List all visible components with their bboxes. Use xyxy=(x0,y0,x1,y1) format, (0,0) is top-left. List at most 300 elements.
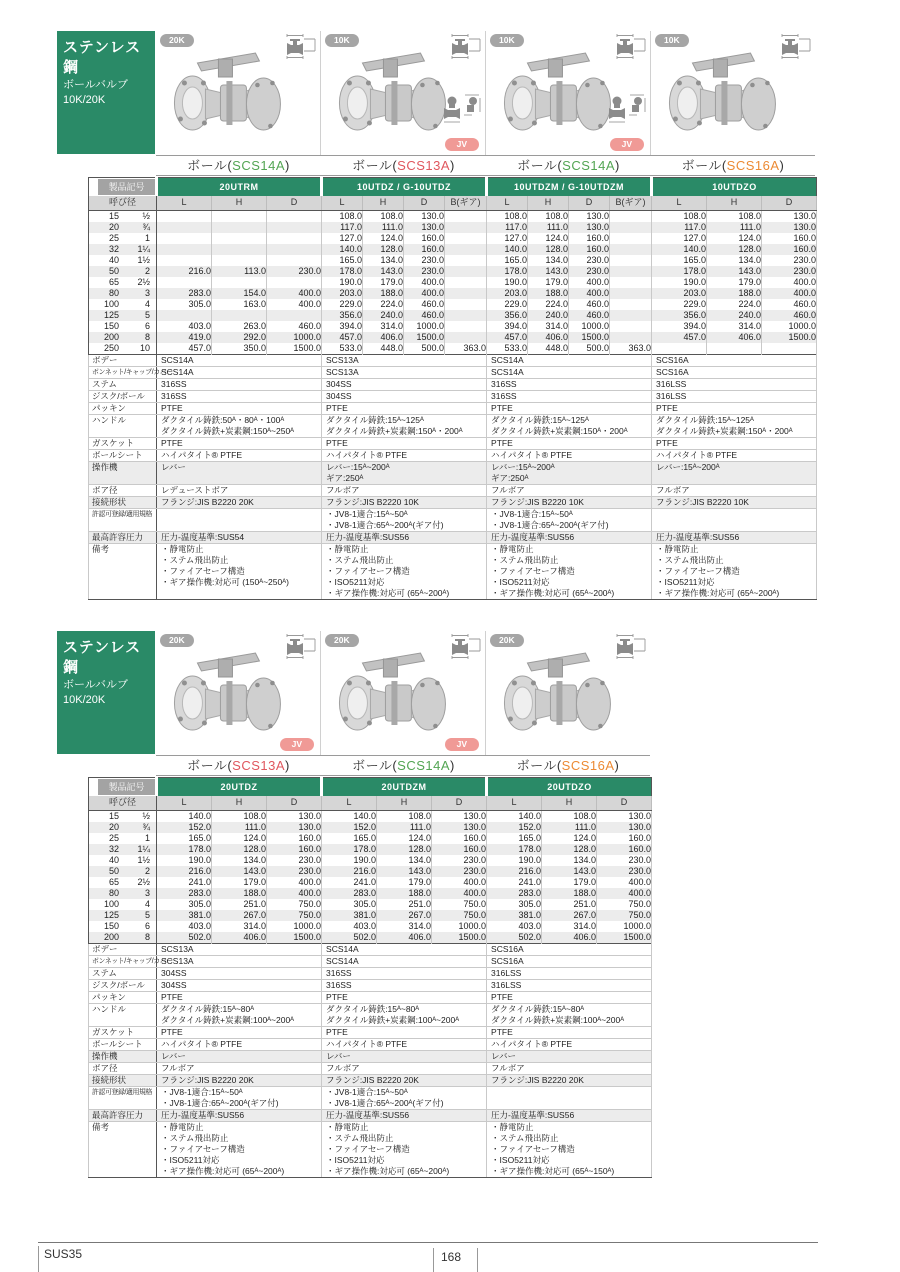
dimension-value: 400.0 xyxy=(762,277,817,288)
dimension-value: 128.0 xyxy=(707,244,762,255)
size-mm: 100 xyxy=(103,298,119,309)
spec-label: ボールシート xyxy=(89,1038,157,1050)
dimension-value: 134.0 xyxy=(377,855,432,866)
spec-value-line: ・ギア操作機:対応可 (65ᴬ~150ᴬ) xyxy=(491,1165,615,1176)
dimension-data-row xyxy=(89,844,652,855)
product-code: 10UTDZ / G-10UTDZ xyxy=(322,178,487,197)
dimension-value: 400.0 xyxy=(404,277,445,288)
spec-value xyxy=(157,366,322,378)
dimension-value: 130.0 xyxy=(569,222,610,233)
spec-value-line: ハイパタイト® PTFE xyxy=(326,449,408,460)
dimension-value: 160.0 xyxy=(267,844,322,855)
spec-value-line: ・静電防止 xyxy=(326,543,369,554)
size-cell xyxy=(89,310,157,321)
spec-value-line: ダクタイル鋳鉄:15ᴬ~125ᴬ xyxy=(326,414,424,425)
spec-row xyxy=(89,543,817,599)
spec-value xyxy=(652,508,817,531)
dimension-value: 406.0 xyxy=(542,932,597,944)
dimension-value: 128.0 xyxy=(528,244,569,255)
size-mm: 20 xyxy=(108,821,119,832)
spec-value-line: フランジ:JIS B2220 10K xyxy=(656,496,749,507)
spec-value xyxy=(487,1074,652,1086)
dimension-data-row xyxy=(89,222,817,233)
size-inch: 5 xyxy=(144,909,150,920)
dimension-header-cell: H xyxy=(212,796,267,810)
dimension-header-cell: H xyxy=(707,196,762,210)
ball-material-label xyxy=(486,755,650,776)
dimension-value: 134.0 xyxy=(542,855,597,866)
valve-photo xyxy=(161,641,293,746)
dimension-data-row xyxy=(89,277,817,288)
product-code: 20UTRM xyxy=(157,178,322,197)
dimension-value: 394.0 xyxy=(652,321,707,332)
dimension-value: 283.0 xyxy=(157,888,212,899)
size-inch: 1¼ xyxy=(137,243,150,254)
size-mm: 25 xyxy=(108,232,119,243)
ball-label-suffix: ) xyxy=(285,158,290,173)
dimension-value: 460.0 xyxy=(569,310,610,321)
size-mm: 15 xyxy=(108,810,119,821)
spec-value-line: 圧力-温度基準:SUS56 xyxy=(161,1109,245,1120)
pressure-rating-badge: 10K xyxy=(325,34,359,47)
gear-dimension-diagram-icon xyxy=(439,91,483,128)
spec-value xyxy=(487,1121,652,1177)
spec-value xyxy=(322,390,487,402)
size-mm: 200 xyxy=(103,331,119,342)
section-title-box xyxy=(57,31,155,154)
spec-value xyxy=(487,1050,652,1062)
spec-value xyxy=(487,414,652,437)
dimension-value: 394.0 xyxy=(487,321,528,332)
spec-value-line: ・ISO5211対応 xyxy=(656,576,715,587)
dimension-value xyxy=(157,310,212,321)
spec-value-line: フランジ:JIS B2220 20K xyxy=(161,1074,254,1085)
spec-label: 最高許容圧力 xyxy=(89,531,157,543)
spec-value-line: ダクタイル鋳鉄+炭素鋼:100ᴬ~200ᴬ xyxy=(326,1014,460,1025)
dimension-value: 381.0 xyxy=(157,910,212,921)
size-mm: 15 xyxy=(108,210,119,221)
size-mm: 125 xyxy=(103,909,119,920)
dimension-value: 152.0 xyxy=(157,822,212,833)
spec-value-line: 316SS xyxy=(491,378,517,389)
dimension-value: 111.0 xyxy=(363,222,404,233)
jv-badge: JV xyxy=(280,738,314,751)
spec-value-line: ・静電防止 xyxy=(161,543,204,554)
spec-value-line: SCS14A xyxy=(491,366,524,377)
size-inch: ½ xyxy=(142,810,150,821)
dimension-data-row xyxy=(89,244,817,255)
dimension-value: 283.0 xyxy=(322,888,377,899)
dimension-value: 111.0 xyxy=(212,822,267,833)
dimension-value: 406.0 xyxy=(528,332,569,343)
spec-row xyxy=(89,1003,652,1026)
spec-row xyxy=(89,991,652,1003)
size-inch: ½ xyxy=(142,210,150,221)
dimension-value: 750.0 xyxy=(597,899,652,910)
spec-value xyxy=(322,979,487,991)
spec-value xyxy=(322,1109,487,1121)
spec-value-line: フルボア xyxy=(161,1062,195,1073)
size-inch: 2½ xyxy=(137,276,150,287)
spec-value xyxy=(322,543,487,599)
spec-label: パッキン xyxy=(89,402,157,414)
size-mm: 50 xyxy=(108,265,119,276)
spec-value-line: PTFE xyxy=(161,991,183,1002)
dimension-value xyxy=(445,210,487,222)
dimension-value: 1500.0 xyxy=(432,932,487,944)
spec-value-line: ダクタイル鋳鉄+炭素鋼:150ᴬ~250ᴬ xyxy=(161,425,295,436)
size-mm: 65 xyxy=(108,276,119,287)
product-image-cell xyxy=(321,631,486,755)
dimension-value: 130.0 xyxy=(432,810,487,822)
spec-label: ガスケット xyxy=(89,1026,157,1038)
spec-value xyxy=(322,1026,487,1038)
spec-value xyxy=(157,1109,322,1121)
spec-value-line: フランジ:JIS B2220 20K xyxy=(326,1074,419,1085)
dimension-value: 134.0 xyxy=(528,255,569,266)
ball-label-prefix: ボール( xyxy=(352,758,398,773)
dimension-value: 230.0 xyxy=(267,866,322,877)
spec-value-line: ・ギア操作機:対応可 (65ᴬ~200ᴬ) xyxy=(161,1165,285,1176)
dimension-value: 460.0 xyxy=(404,299,445,310)
dimension-value: 502.0 xyxy=(157,932,212,944)
spec-value-line: ・静電防止 xyxy=(491,543,534,554)
spec-value xyxy=(322,414,487,437)
dimension-value: 128.0 xyxy=(377,844,432,855)
dimension-value: 230.0 xyxy=(432,866,487,877)
spec-label: ボデー xyxy=(89,354,157,366)
dimension-value: 400.0 xyxy=(569,277,610,288)
section-title-line: ステンレス鋼 xyxy=(63,39,142,76)
dimension-spec-table xyxy=(88,777,652,1178)
spec-value-line xyxy=(491,1087,651,1098)
product-code-row xyxy=(89,778,652,797)
page-number-divider-right xyxy=(477,1248,478,1272)
size-inch: 1 xyxy=(144,232,150,243)
dimension-value: 128.0 xyxy=(542,844,597,855)
spec-value xyxy=(652,484,817,496)
dimension-value: 154.0 xyxy=(212,288,267,299)
spec-value xyxy=(322,1050,487,1062)
dimension-value: 403.0 xyxy=(322,921,377,932)
dimension-value xyxy=(445,266,487,277)
spec-value xyxy=(652,378,817,390)
spec-value xyxy=(652,354,817,366)
dimension-data-row xyxy=(89,833,652,844)
dimension-data-row xyxy=(89,321,817,332)
dimension-value xyxy=(445,310,487,321)
dimension-value: 1500.0 xyxy=(404,332,445,343)
dimension-value xyxy=(212,210,267,222)
dimension-header-cell: H xyxy=(212,196,267,210)
dimension-value: 241.0 xyxy=(487,877,542,888)
spec-value xyxy=(157,979,322,991)
size-mm: 80 xyxy=(108,887,119,898)
spec-value xyxy=(157,1121,322,1177)
dimension-value: 400.0 xyxy=(597,877,652,888)
dimension-value: 457.0 xyxy=(157,343,212,355)
size-mm: 150 xyxy=(103,920,119,931)
footer-rule xyxy=(38,1242,818,1243)
spec-value-line: 圧力-温度基準:SUS56 xyxy=(491,1109,575,1120)
spec-value-line: ダクタイル鋳鉄:50ᴬ・80ᴬ・100ᴬ xyxy=(161,414,285,425)
size-cell xyxy=(89,910,157,921)
dimension-value: 128.0 xyxy=(212,844,267,855)
dimension-value: 124.0 xyxy=(212,833,267,844)
spec-value xyxy=(157,955,322,967)
dimension-value: 400.0 xyxy=(267,288,322,299)
spec-value-line: SCS16A xyxy=(656,354,689,365)
dimension-diagram-icon xyxy=(448,633,482,664)
spec-value xyxy=(322,1086,487,1109)
ball-label-prefix: ボール( xyxy=(517,158,563,173)
valve-photo xyxy=(326,641,458,746)
size-inch: ¾ xyxy=(142,821,150,832)
dimension-diagram-icon xyxy=(778,33,812,64)
dimension-value: 400.0 xyxy=(762,288,817,299)
dimension-value: 230.0 xyxy=(267,266,322,277)
dimension-data-row xyxy=(89,855,652,866)
spec-value-line: 圧力-温度基準:SUS56 xyxy=(491,531,575,542)
page-number: 168 xyxy=(441,1250,462,1264)
dimension-data-row xyxy=(89,877,652,888)
ball-label-suffix: ) xyxy=(450,158,455,173)
spec-value-line: SCS14A xyxy=(326,943,359,954)
spec-value xyxy=(487,943,652,955)
dimension-value: 448.0 xyxy=(528,343,569,355)
spec-value-line: SCS14A xyxy=(491,354,524,365)
spec-value xyxy=(652,531,817,543)
spec-label: ボア径 xyxy=(89,484,157,496)
dimension-value: 188.0 xyxy=(707,288,762,299)
spec-row xyxy=(89,508,817,531)
size-cell xyxy=(89,222,157,233)
dimension-value: 179.0 xyxy=(528,277,569,288)
spec-value xyxy=(322,484,487,496)
spec-value xyxy=(652,449,817,461)
ball-material-code: SCS13A xyxy=(232,758,286,773)
dimension-value: 1000.0 xyxy=(267,921,322,932)
dimension-value xyxy=(610,255,652,266)
dimension-value: 750.0 xyxy=(597,910,652,921)
dimension-value: 108.0 xyxy=(322,210,363,222)
dimension-value: 406.0 xyxy=(377,932,432,944)
size-mm: 50 xyxy=(108,865,119,876)
dimension-data-row xyxy=(89,233,817,244)
dimension-value: 130.0 xyxy=(597,822,652,833)
size-cell xyxy=(89,321,157,332)
dimension-value: 130.0 xyxy=(432,822,487,833)
dimension-value: 165.0 xyxy=(157,833,212,844)
spec-value xyxy=(487,402,652,414)
spec-value xyxy=(487,354,652,366)
dimension-header-cell: L xyxy=(487,796,542,810)
dimension-value: 130.0 xyxy=(597,810,652,822)
size-mm: 200 xyxy=(103,931,119,942)
spec-value-line: PTFE xyxy=(161,402,183,413)
spec-value xyxy=(652,543,817,599)
size-cell xyxy=(89,343,157,355)
dimension-value: 251.0 xyxy=(212,899,267,910)
dimension-value: 400.0 xyxy=(267,888,322,899)
spec-value-line: 316SS xyxy=(326,979,352,990)
size-cell xyxy=(89,833,157,844)
spec-value-line: ・ステム飛出防止 xyxy=(161,554,229,565)
spec-value-line: ・ステム飛出防止 xyxy=(161,1132,229,1143)
dimension-header-cell: L xyxy=(157,796,212,810)
dimension-value: 224.0 xyxy=(528,299,569,310)
spec-value xyxy=(487,979,652,991)
spec-row xyxy=(89,1086,652,1109)
spec-value xyxy=(487,1026,652,1038)
dimension-value: 124.0 xyxy=(363,233,404,244)
jv-badge: JV xyxy=(445,738,479,751)
dimension-value: 130.0 xyxy=(267,810,322,822)
dimension-value: 406.0 xyxy=(707,332,762,343)
dimension-value xyxy=(267,222,322,233)
spec-value-line: ギア:250ᴬ xyxy=(491,472,529,483)
pressure-rating-badge: 10K xyxy=(490,34,524,47)
dimension-header-cell: D xyxy=(267,796,322,810)
dimension-header-cell: H xyxy=(528,196,569,210)
product-code: 10UTDZO xyxy=(652,178,817,197)
spec-value-line: SCS13A xyxy=(326,366,359,377)
dimension-value: 140.0 xyxy=(652,244,707,255)
dimension-data-row xyxy=(89,299,817,310)
dimension-value xyxy=(762,343,817,355)
dimension-value: 203.0 xyxy=(487,288,528,299)
spec-value-line: PTFE xyxy=(656,437,678,448)
spec-value-line: ダクタイル鋳鉄+炭素鋼:150ᴬ・200ᴬ xyxy=(326,425,463,436)
dimension-value xyxy=(610,222,652,233)
ball-material-code: SCS14A xyxy=(397,758,451,773)
spec-value xyxy=(487,1003,652,1026)
dimension-value: 283.0 xyxy=(157,288,212,299)
dimension-value: 305.0 xyxy=(157,899,212,910)
dimension-value: 178.0 xyxy=(322,844,377,855)
dimension-value: 179.0 xyxy=(707,277,762,288)
size-inch: 2 xyxy=(144,265,150,276)
spec-value xyxy=(157,437,322,449)
dimension-value: 143.0 xyxy=(363,266,404,277)
dimension-value: 502.0 xyxy=(322,932,377,944)
spec-value-line: ダクタイル鋳鉄:15ᴬ~80ᴬ xyxy=(326,1003,420,1014)
dimension-value: 500.0 xyxy=(569,343,610,355)
dimension-value xyxy=(445,255,487,266)
spec-row xyxy=(89,955,652,967)
size-cell xyxy=(89,921,157,932)
dimension-value: 230.0 xyxy=(432,855,487,866)
dimension-value: 1000.0 xyxy=(597,921,652,932)
dimension-value: 240.0 xyxy=(707,310,762,321)
spec-label: ハンドル xyxy=(89,1003,157,1026)
dimension-value: 179.0 xyxy=(363,277,404,288)
spec-value-line: 316SS xyxy=(161,378,187,389)
dimension-value: 140.0 xyxy=(322,244,363,255)
dimension-value xyxy=(445,299,487,310)
dimension-header-cell: D xyxy=(569,196,610,210)
dimension-value: 188.0 xyxy=(377,888,432,899)
dimension-value: 140.0 xyxy=(487,244,528,255)
product-image-row xyxy=(156,31,815,155)
dimension-value xyxy=(212,222,267,233)
spec-value-line: 304SS xyxy=(326,378,352,389)
spec-value xyxy=(322,531,487,543)
spec-row xyxy=(89,402,817,414)
dimension-value: 178.0 xyxy=(487,266,528,277)
ball-material-row xyxy=(156,155,815,176)
spec-value xyxy=(322,449,487,461)
spec-value-line: 316SS xyxy=(326,967,352,978)
dimension-value: 314.0 xyxy=(377,921,432,932)
spec-value xyxy=(322,991,487,1003)
ball-label-prefix: ボール( xyxy=(516,758,562,773)
ball-label-prefix: ボール( xyxy=(352,158,398,173)
spec-value-line: ・ISO5211対応 xyxy=(326,1154,385,1165)
size-cell xyxy=(89,299,157,310)
ball-material-label xyxy=(486,155,651,176)
ball-label-suffix: ) xyxy=(615,158,620,173)
dimension-value xyxy=(445,277,487,288)
spec-value-line: ハイパタイト® PTFE xyxy=(161,1038,243,1049)
size-cell xyxy=(89,866,157,877)
dimension-value: 111.0 xyxy=(707,222,762,233)
spec-value xyxy=(157,354,322,366)
size-inch: 3 xyxy=(144,887,150,898)
spec-row xyxy=(89,484,817,496)
dimension-header-cell: L xyxy=(652,196,707,210)
dimension-header-cell: L xyxy=(157,196,212,210)
dimension-value: 224.0 xyxy=(707,299,762,310)
dimension-value xyxy=(610,266,652,277)
size-inch: 4 xyxy=(144,898,150,909)
dimension-value: 203.0 xyxy=(652,288,707,299)
spec-value-line: ダクタイル鋳鉄+炭素鋼:100ᴬ~200ᴬ xyxy=(491,1014,625,1025)
spec-value-line: ・ファイアセーフ構造 xyxy=(656,565,740,576)
dimension-value: 267.0 xyxy=(212,910,267,921)
dimension-value: 190.0 xyxy=(322,277,363,288)
spec-value-line: PTFE xyxy=(326,1026,348,1037)
size-mm: 32 xyxy=(108,243,119,254)
spec-value-line: フルボア xyxy=(491,484,525,495)
dimension-value: 134.0 xyxy=(212,855,267,866)
dimension-value: 1500.0 xyxy=(267,343,322,355)
dimension-value: 240.0 xyxy=(528,310,569,321)
dimension-value: 160.0 xyxy=(569,233,610,244)
section-title-line: ボールバルブ xyxy=(63,679,129,691)
size-inch: 1 xyxy=(144,832,150,843)
dimension-value: 108.0 xyxy=(212,810,267,822)
dimension-value: 263.0 xyxy=(212,321,267,332)
dimension-data-row xyxy=(89,921,652,932)
dimension-header-cell: L xyxy=(322,196,363,210)
spec-value xyxy=(487,1086,652,1109)
size-mm: 150 xyxy=(103,320,119,331)
spec-value-line: ・ISO5211対応 xyxy=(161,1154,220,1165)
spec-value-line: PTFE xyxy=(161,1026,183,1037)
ball-label-suffix: ) xyxy=(450,758,455,773)
dimension-value: 229.0 xyxy=(487,299,528,310)
dimension-value: 124.0 xyxy=(377,833,432,844)
dimension-value: 178.0 xyxy=(322,266,363,277)
dimension-value: 230.0 xyxy=(267,855,322,866)
valve-photo xyxy=(161,41,293,146)
dimension-value: 292.0 xyxy=(212,332,267,343)
size-cell xyxy=(89,233,157,244)
dimension-data-row xyxy=(89,866,652,877)
dimension-value: 203.0 xyxy=(322,288,363,299)
dimension-value: 160.0 xyxy=(404,244,445,255)
